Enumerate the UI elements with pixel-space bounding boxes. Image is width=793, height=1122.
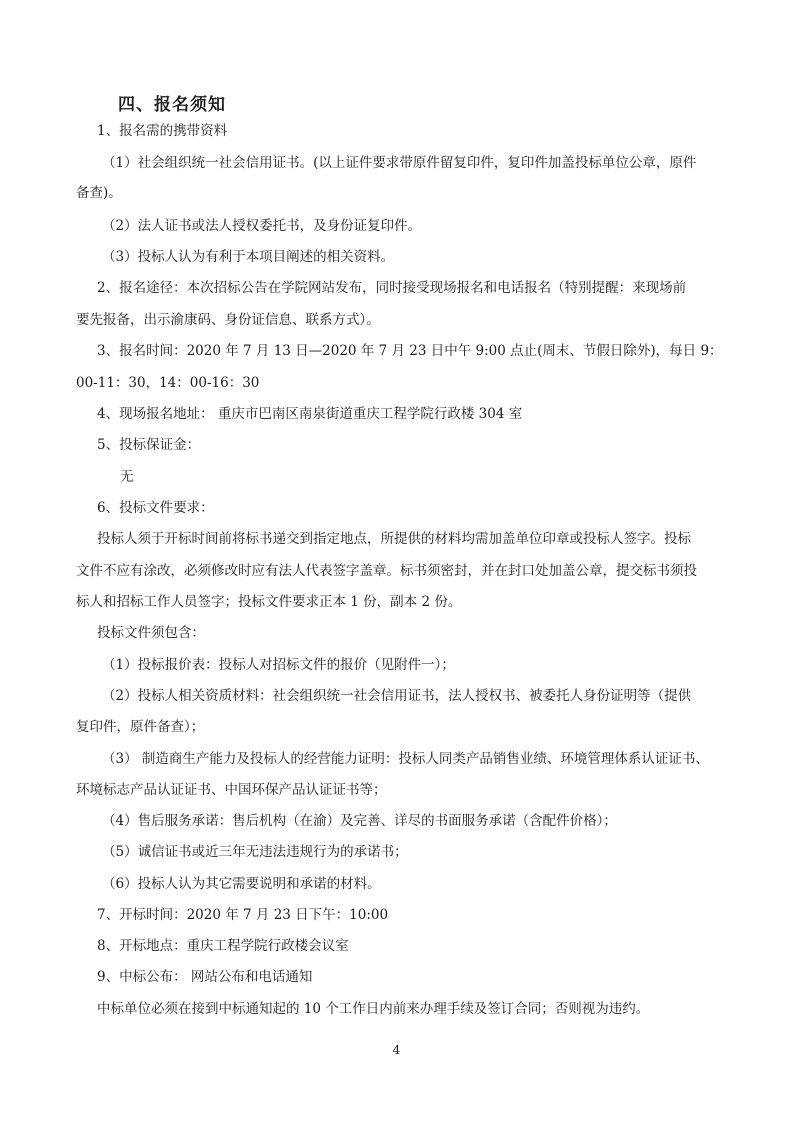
item-3-line-2: 00-11：30，14：00-16：30 [76, 375, 260, 391]
item-6-para-line-3: 标人和招标工作人员签字；投标文件要求正本 1 份，副本 2 份。 [76, 594, 462, 610]
bid-doc-3-line-2: 环境标志产品认证证书、中国环保产品认证证书等； [76, 782, 387, 798]
item-1-2: （2）法人证书或法人授权委托书，及身份证复印件。 [102, 218, 422, 234]
item-5-value: 无 [120, 469, 134, 485]
item-8: 8、开标地点：重庆工程学院行政楼会议室 [97, 938, 349, 954]
item-1-1-line-2: 备查)。 [76, 185, 122, 201]
bid-doc-2-line-1: （2）投标人相关资质材料：社会组织统一社会信用证书，法人授权书、被委托人身份证明等（提供 [102, 688, 692, 704]
item-1-heading: 1、报名需的携带资料 [97, 123, 228, 139]
page-number: 4 [392, 1043, 401, 1057]
bid-doc-5: （5）诚信证书或近三年无违法违规行为的承诺书； [102, 844, 408, 860]
item-1-3: （3）投标人认为有利于本项目阐述的相关资料。 [102, 249, 395, 265]
bid-doc-1: （1）投标报价表：投标人对招标文件的报价（见附件一）； [102, 657, 455, 673]
bid-doc-6: （6）投标人认为其它需要说明和承诺的材料。 [102, 876, 381, 892]
item-2-line-1: 2、报名途径：本次招标公告在学院网站发布，同时接受现场报名和电话报名（特别提醒：来现场前 [97, 280, 687, 296]
item-6-para-line-1: 投标人须于开标时间前将标书递交到指定地点，所提供的材料均需加盖单位印章或投标人签字。投标 [97, 531, 691, 547]
section-title: 四、报名须知 [118, 95, 226, 115]
bid-doc-2-line-2: 复印件，原件备查）； [76, 719, 205, 735]
bid-doc-3-line-1: （3） 制造商生产能力及投标人的经营能力证明：投标人同类产品销售业绩、环境管理体系认证证书、 [102, 751, 709, 767]
item-2-line-2: 要先报备，出示渝康码、身份证信息、联系方式）。 [76, 312, 380, 328]
item-6-para-line-2: 文件不应有涂改，必须修改时应有法人代表签字盖章。标书须密封，并在封口处加盖公章，提交标书须投 [76, 563, 697, 579]
bid-doc-4: （4）售后服务承诺：售后机构（在渝）及完善、详尽的书面服务承诺（含配件价格）； [102, 813, 617, 829]
item-9: 9、中标公布： 网站公布和电话通知 [97, 969, 313, 985]
item-4: 4、现场报名地址： 重庆市巴南区南泉街道重庆工程学院行政楼 304 室 [97, 406, 523, 422]
bid-docs-heading: 投标文件须包含： [97, 625, 205, 641]
item-6-heading: 6、投标文件要求： [97, 500, 214, 516]
item-1-1-line-1: （1）社会组织统一社会信用证书。(以上证件要求带原件留复印件，复印件加盖投标单位公章，原件 [102, 155, 697, 171]
item-5-heading: 5、投标保证金： [97, 437, 201, 453]
item-3-line-1: 3、报名时间：2020 年 7 月 13 日—2020 年 7 月 23 日中午 9:00 点止(周末、节假日除外)，每日 9： [97, 343, 723, 359]
closing-note: 中标单位必须在接到中标通知起的 10 个工作日内前来办理手续及签订合同；否则视为违约。 [97, 1001, 650, 1017]
item-7: 7、开标时间：2020 年 7 月 23 日下午：10:00 [97, 907, 389, 923]
